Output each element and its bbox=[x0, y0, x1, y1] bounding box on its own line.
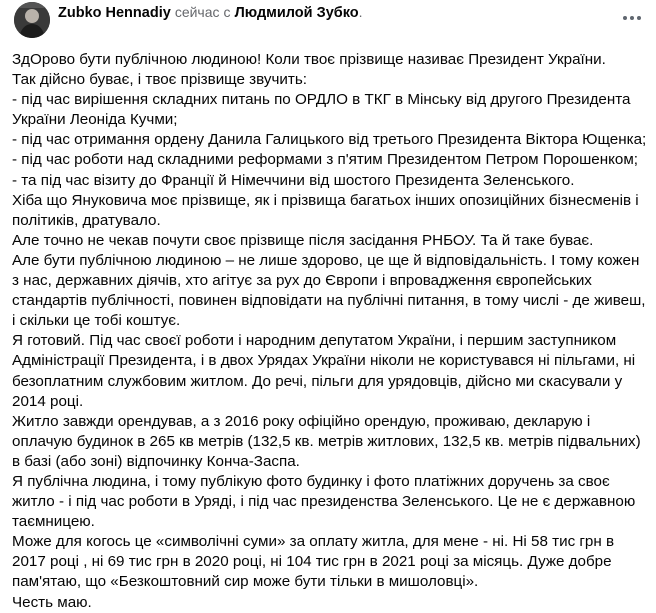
post-time[interactable]: сейчас bbox=[174, 4, 220, 20]
post-line: - та під час візиту до Франції й Німеччини від шостого Президента Зеленського. bbox=[12, 171, 575, 189]
author-avatar[interactable] bbox=[14, 2, 50, 38]
post-header bbox=[0, 0, 656, 40]
post-line: Хіба що Януковича моє прізвище, як і прізвища багатьох інших опозиційних бізнесменів і політиків, дратувало. bbox=[12, 191, 639, 229]
more-dots-icon bbox=[623, 16, 627, 20]
post-line: ЗдОрово бути публічною людиною! Коли твоє прізвище називає Президент України. bbox=[12, 51, 606, 68]
more-dots-icon bbox=[637, 16, 641, 20]
post-line: - під час роботи над складними реформами з п'ятим Президентом Петром Порошенком; bbox=[12, 151, 639, 169]
more-options-button[interactable] bbox=[618, 10, 646, 26]
post-line: Житло завжди орендував, а з 2016 року офіційно орендую, проживаю, декларую і оплачую будинок в 265 кв метрів (132,5 кв. метрів житлових, 132,5 кв. метрів підвальних) в базі (або зоні) відпочинку Конча-Заспа. bbox=[12, 412, 641, 470]
avatar-photo-icon bbox=[14, 2, 50, 38]
post-line: Честь маю. bbox=[12, 593, 92, 611]
post-line: - під час отримання ордену Данила Галицького від третього Президента Віктора Ющенка; bbox=[12, 131, 647, 149]
author-name[interactable]: Zubko Hennadiy bbox=[58, 5, 171, 21]
post-line: Може для когось це «символічні суми» за оплату житла, для мене - ні. Ні 58 тис грн в 2017 році , ні 69 тис грн в 2020 році, ні 104 тис грн в 2021 році за місяць. Дуже добре пам'ятаю, що «Безкоштовний сир може бути тільки в мишоловці». bbox=[12, 533, 615, 591]
title-end: . bbox=[358, 4, 363, 20]
tagged-person[interactable]: Людмилой Зубко bbox=[234, 5, 359, 21]
post-line: Але точно не чекав почути своє прізвище після засідання РНБОУ. Та й таке буває. bbox=[12, 231, 594, 249]
more-dots-icon bbox=[630, 16, 634, 20]
post-body bbox=[12, 50, 648, 613]
post-line: Я публічна людина, і тому публікую фото будинку і фото платіжних доручень за своє житло - і під час роботи в Уряді, і під час президенства Зеленського. Це не є державною таємницею. bbox=[12, 472, 636, 531]
post-line: - під час вирішення складних питань по ОРДЛО в ТКГ в Мінську від другого Президента України Леоніда Кучми; bbox=[12, 91, 631, 129]
post-line: Але бути публічною людиною – не лише здорово, це ще й відповідальність. І тому кожен з нас, державних діячів, хто агітує за рух до Європи і впровадження європейських стандартів публічності, повинен відповідати на публічні питання, в тому числі - де живеш, і скільки це тобі коштує. bbox=[12, 251, 646, 330]
post-title-line bbox=[58, 3, 363, 22]
post-line: Я готовий. Під час своєї роботи і народним депутатом України, і першим заступником Адміністрації Президента, і в двох Урядах України ніколи не користувався ні пільгами, ні безоплатним службовим житлом. До речі, пільги для урядовців, дійсно ми скасували у 2014 році. bbox=[12, 332, 636, 410]
post-line: Так дійсно буває, і твоє прізвище звучить: bbox=[12, 71, 307, 89]
with-prefix: с bbox=[223, 4, 231, 20]
